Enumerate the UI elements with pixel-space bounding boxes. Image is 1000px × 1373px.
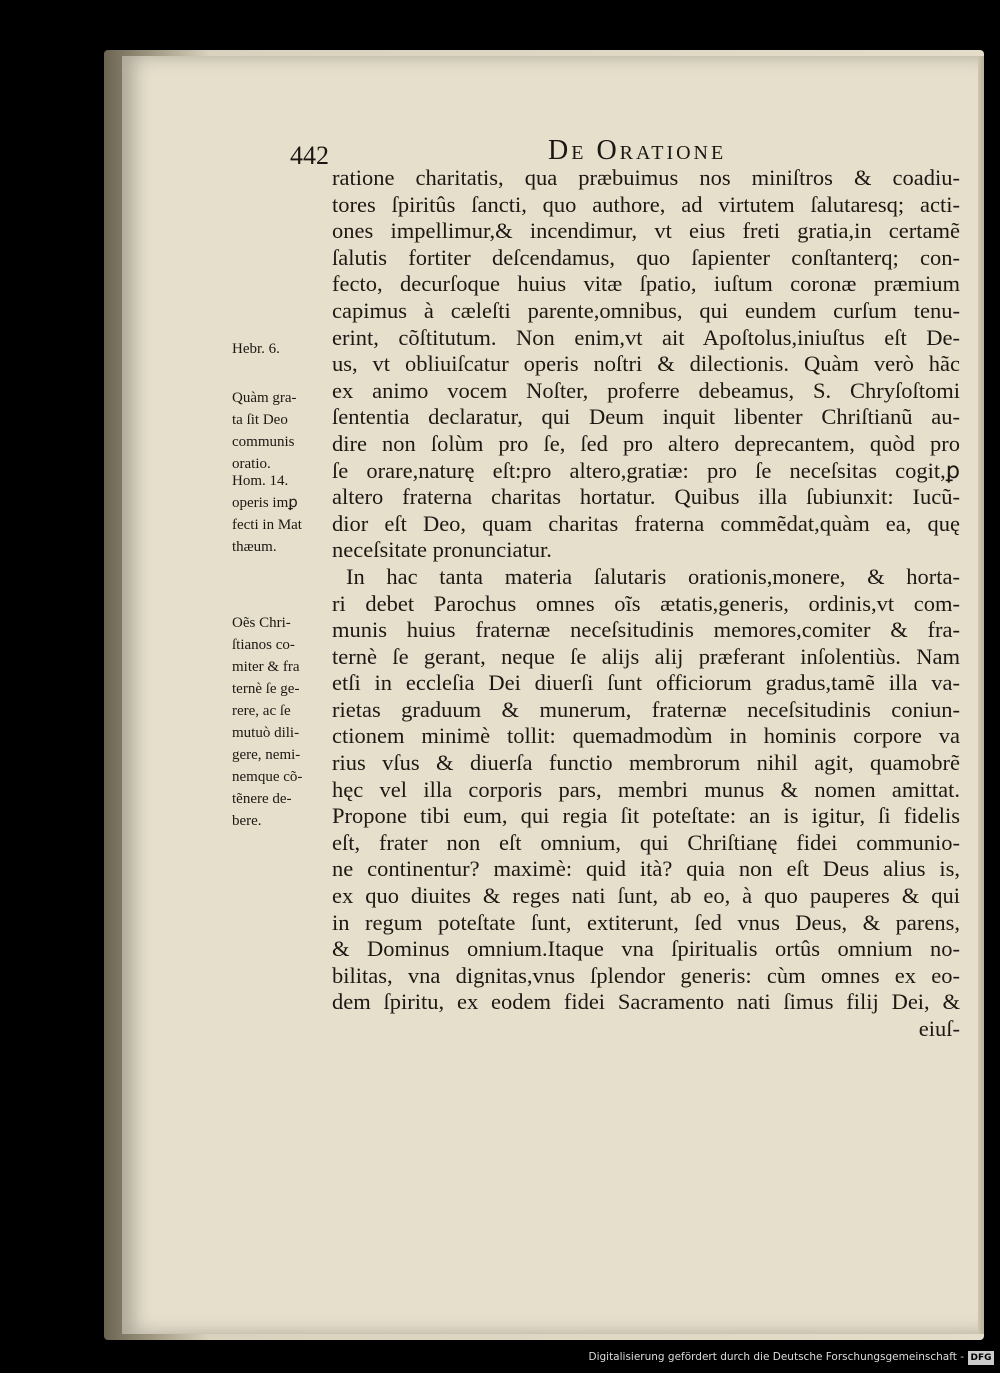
margin-note-line: bere. — [232, 813, 262, 829]
text-line: ratione charitatis, qua præbuimus nos miniſtros & coadiu- — [332, 165, 960, 190]
text-line: dire non ſolùm pro ſe, ſed pro altero deprecantem, quòd pro — [332, 430, 960, 456]
text-line: ex animo vocem Noſter, proferre debeamus, S. Chryſoſtomi — [332, 377, 960, 403]
dfg-logo: DFG — [968, 1351, 994, 1365]
text-line: & Dominus omnium.Itaque vna ſpiritualis ortûs omnium no- — [332, 936, 960, 962]
text-line: etſi in eccleſia Dei diuerſi ſunt officiorum gradus,tamẽ illa va- — [332, 670, 960, 696]
text-line: In hac tanta materia ſalutaris orationis,monere, & horta- — [346, 563, 960, 589]
text-line: ſententia declaratur, qui Deum inquit libenter Chriſtianũ au- — [332, 404, 960, 430]
text-line: in regum poteſtate ſunt, extiterunt, ſed vnus Deus, & parens, — [332, 909, 960, 935]
text-line: munis huius fraternæ neceſsitudinis memores,comiter & fra- — [332, 617, 960, 643]
text-line: ctionem minimè tollit: quemadmodùm in hominis corpore va — [332, 723, 960, 749]
text-line: us, vt obliuiſcatur operis noſtri & dilectionis. Quàm verò hãc — [332, 351, 960, 377]
text-line: capimus à cæleſti parente,omnibus, qui eundem curſum tenu- — [332, 297, 960, 323]
margin-note-line: thæum. — [232, 539, 277, 555]
text-line: ri debet Parochus omnes oĩs ætatis,generis, ordinis,vt com- — [332, 590, 960, 616]
margin-note-line: fecti in Mat — [232, 517, 302, 533]
page-number: 442 — [290, 141, 329, 170]
text-line: rius vſus & diuerſa functio membrorum nihil agit, quamobrẽ — [332, 750, 960, 776]
text-line: ſe orare,naturę eſt:pro altero,gratiæ: pro ſe neceſsitas cogit,ꝑ — [332, 457, 960, 483]
text-line: ne continentur? maximè: quid ità? quia non eſt Deus alius is, — [332, 856, 960, 882]
text-line: altero fraterna charitas hortatur. Quibus illa ſubiunxit: Iucũ- — [332, 484, 960, 510]
margin-note — [232, 338, 324, 360]
margin-note-line: oratio. — [232, 456, 271, 472]
margin-note-line: gere, nemi- — [232, 747, 301, 763]
text-line: Propone tibi eum, qui regia ſit poteſtate: an is igitur, ſi fidelis — [332, 803, 960, 829]
text-line: ex quo diuites & reges nati ſunt, ab eo, à quo pauperes & qui — [332, 883, 960, 909]
margin-note-line: tẽnere de- — [232, 791, 292, 807]
text-line: neceſsitate pronunciatur. — [332, 537, 552, 563]
text-line: ternè ſe gerant, neque ſe alijs alij præferant inſolentiùs. Nam — [332, 643, 960, 669]
margin-note-line: ſtianos co- — [232, 637, 295, 653]
margin-note-line: ternè ſe ge- — [232, 681, 300, 697]
text-line: eiuſ- — [918, 1016, 960, 1041]
text-line: hęc vel illa corporis pars, membri munus & nomen amittat. — [332, 776, 960, 802]
text-line: tores ſpiritûs ſancti, quo authore, ad virtutem ſalutaresq; acti- — [332, 191, 960, 217]
margin-note-line: Quàm gra- — [232, 390, 297, 406]
text-line: dior eſt Deo, quam charitas fraterna commẽdat,quàm ea, quę — [332, 510, 960, 536]
text-line: erint, cõſtitutum. Non enim,vt ait Apoſtolus,iniuſtus eſt De- — [332, 324, 960, 350]
margin-note — [232, 612, 324, 832]
margin-note-line: Oẽs Chri- — [232, 615, 291, 631]
running-head: De Oratione — [548, 135, 727, 166]
text-line: bilitas, vna dignitas,vnus ſplendor generis: cùm omnes ex eo- — [332, 962, 960, 988]
margin-note — [232, 387, 324, 475]
margin-note-line: operis imꝑ — [232, 495, 298, 511]
text-line: dem ſpiritu, ex eodem fidei Sacramento nati ſimus filij Dei, & — [332, 989, 960, 1015]
margin-note-line: rere, ac ſe — [232, 703, 291, 719]
margin-note — [232, 470, 324, 558]
text-line: ſalutis fortiter deſcendamus, quo ſapienter conſtanterq; con- — [332, 244, 960, 270]
text-line: ones impellimur,& incendimur, vt eius freti gratia,in certamẽ — [332, 218, 960, 244]
margin-note-line: mutuò dili- — [232, 725, 300, 741]
margin-note-line: nemque cõ- — [232, 769, 303, 785]
margin-note-line: miter & fra — [232, 659, 300, 675]
margin-note-line: Hebr. 6. — [232, 341, 280, 357]
main-text — [332, 165, 960, 1043]
margin-note-line: ta ſit Deo — [232, 412, 288, 428]
text-line: fecto, decurſoque huius vitæ ſpatio, iuſtum coronæ præmium — [332, 271, 960, 297]
margin-note-line: communis — [232, 434, 295, 450]
digitization-footer — [0, 1345, 1000, 1373]
text-line: eſt, frater non eſt omnium, qui Chriſtianę fidei communio- — [332, 829, 960, 855]
margin-note-line: Hom. 14. — [232, 473, 289, 489]
text-line: rietas graduum & munerum, fraternæ neceſsitudinis coniun- — [332, 696, 960, 722]
page-edge — [978, 56, 984, 1334]
footer-credit: Digitalisierung gefördert durch die Deutsche Forschungsgemeinschaft - — [588, 1351, 964, 1363]
